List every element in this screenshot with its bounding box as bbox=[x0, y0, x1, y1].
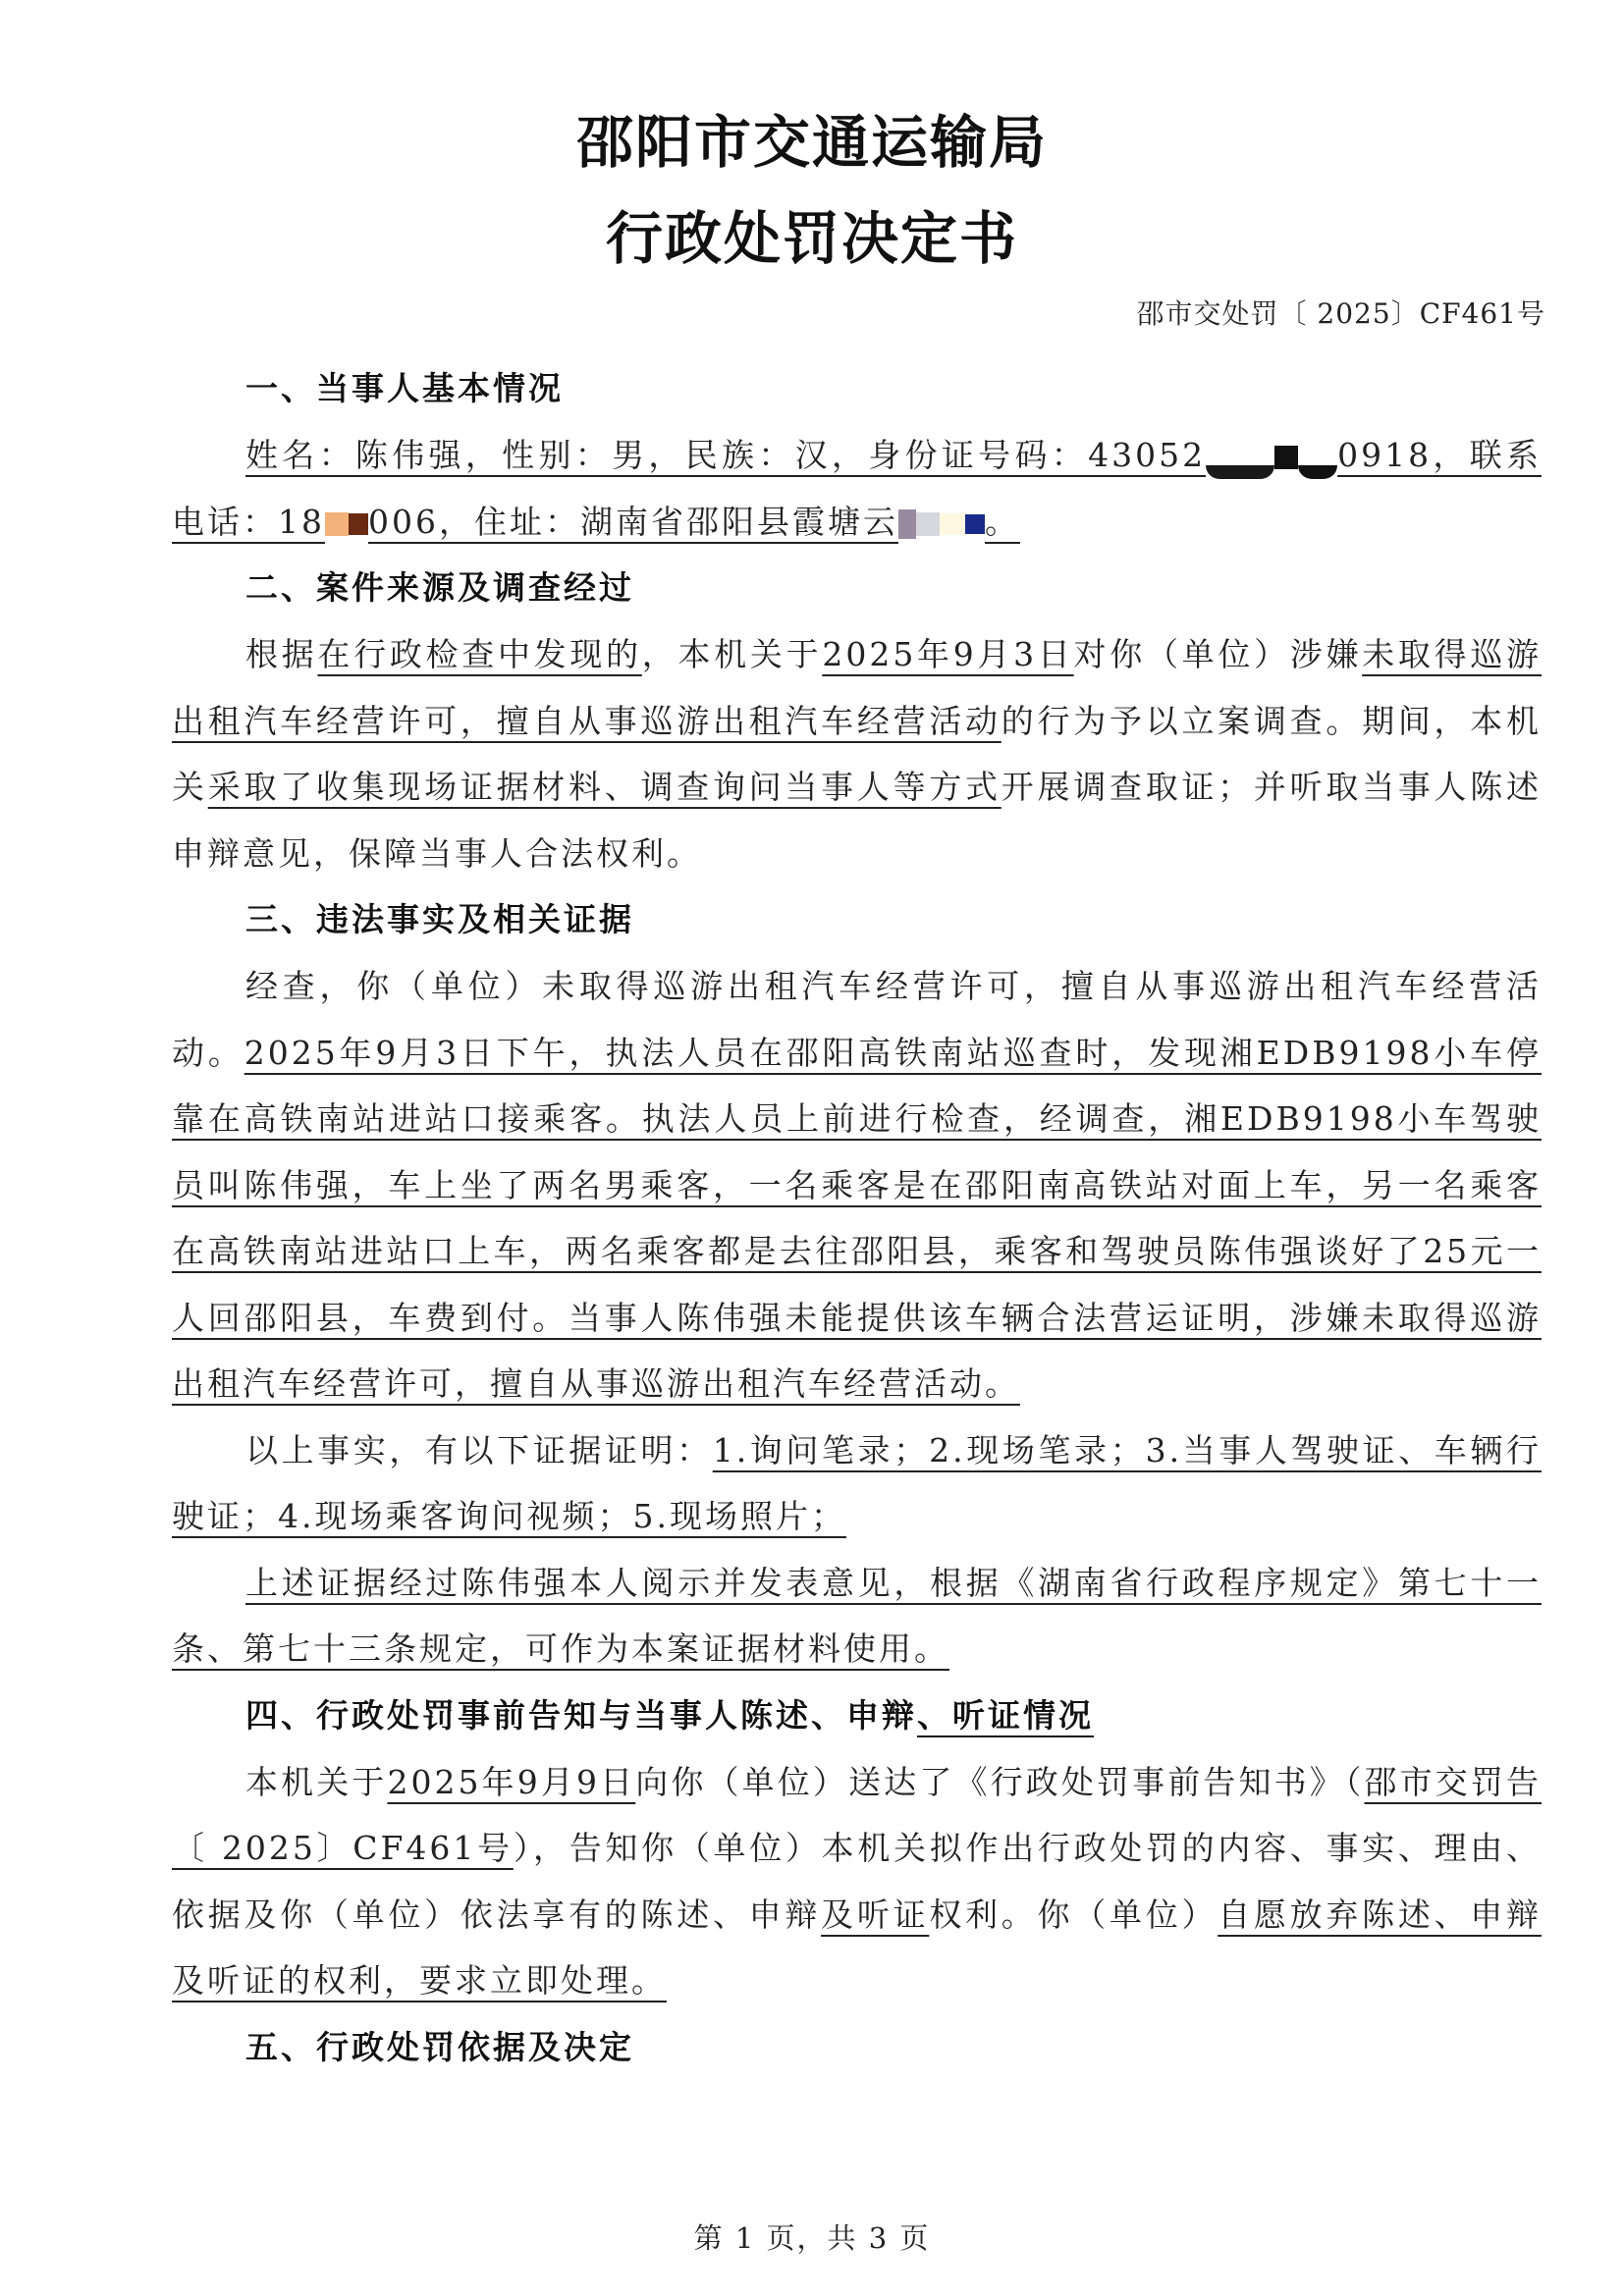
section-heading-5: 五、行政处罚依据及决定 bbox=[245, 2027, 634, 2066]
evidence-basis-paragraph: 上述证据经过陈伟强本人阅示并发表意见，根据《湖南省行政程序规定》第七十一条、第七十三条规定，可作为本案证据材料使用。 bbox=[172, 1563, 1542, 1668]
section-heading-4: 四、行政处罚事前告知与当事人陈述、申辩、听证情况 bbox=[245, 1695, 1094, 1735]
agency-title: 邵阳市交通运输局 bbox=[575, 109, 1048, 176]
section-heading-2: 二、案件来源及调查经过 bbox=[245, 568, 634, 607]
document-body bbox=[172, 355, 1542, 2081]
redaction-mark bbox=[1274, 446, 1298, 469]
case-source-paragraph: 根据在行政检查中发现的，本机关于2025年9月3日对你（单位）涉嫌未取得巡游出租汽车经营许可，擅自从事巡游出租汽车经营活动的行为予以立案调查。期间，本机关采取了收集现场证据材料、调查询问当事人等方式开展调查取证；并听取当事人陈述申辩意见，保障当事人合法权利。 bbox=[172, 635, 1543, 873]
redaction-mark bbox=[965, 514, 985, 534]
party-info-text: 姓名：陈伟强，性别：男，民族：汉，身份证号码：43052 0918，联系电话：18 006，住址：湖南省邵阳县霞塘云 。 bbox=[172, 436, 1543, 541]
violation-facts-paragraph: 经查，你（单位）未取得巡游出租汽车经营许可，擅自从事巡游出租汽车经营活动。2025年9月3日下午，执法人员在邵阳高铁南站巡查时，发现湘EDB9198小车停靠在高铁南站进站口接乘客。执法人员上前进行检查，经调查，湘EDB9198小车驾驶员叫陈伟强，车上坐了两名男乘客，一名乘客是在邵阳南高铁站对面上车，另一名乘客在高铁南站进站口上车，两名乘客都是去往邵阳县，乘客和驾驶员陈伟强谈好了25元一人回邵阳县，车费到付。当事人陈伟强未能提供该车辆合法营运证明，涉嫌未取得巡游出租汽车经营许可，擅自从事巡游出租汽车经营活动。 bbox=[172, 967, 1542, 1403]
document-number: 邵市交处罚〔 2025〕CF461号 bbox=[1136, 297, 1545, 330]
page-number: 第 1 页，共 3 页 bbox=[693, 2221, 931, 2255]
redaction-mark bbox=[898, 509, 916, 539]
redaction-mark bbox=[349, 513, 368, 535]
section-heading-3: 三、违法事实及相关证据 bbox=[245, 900, 634, 938]
redaction-mark bbox=[916, 512, 940, 536]
document-title: 行政处罚决定书 bbox=[605, 205, 1018, 272]
redaction-mark bbox=[325, 512, 349, 536]
redaction-mark bbox=[1206, 465, 1274, 479]
evidence-list-paragraph: 以上事实，有以下证据证明：1.询问笔录；2.现场笔录；3.当事人驾驶证、车辆行驶证；4.现场乘客询问视频；5.现场照片； bbox=[172, 1430, 1542, 1535]
party-info-paragraph bbox=[172, 422, 1542, 555]
redaction-mark bbox=[940, 513, 965, 535]
section-heading-1: 一、当事人基本情况 bbox=[245, 369, 564, 407]
prior-notice-paragraph: 本机关于2025年9月9日向你（单位）送达了《行政处罚事前告知书》（邵市交罚告〔 2025〕CF461号），告知你（单位）本机关拟作出行政处罚的内容、事实、理由、依据及你（单位）依法享有的陈述、申辩及听证权利。你（单位）自愿放弃陈述、申辩及听证的权利，要求立即处理。 bbox=[172, 1762, 1543, 2000]
redaction-mark bbox=[1298, 465, 1337, 479]
